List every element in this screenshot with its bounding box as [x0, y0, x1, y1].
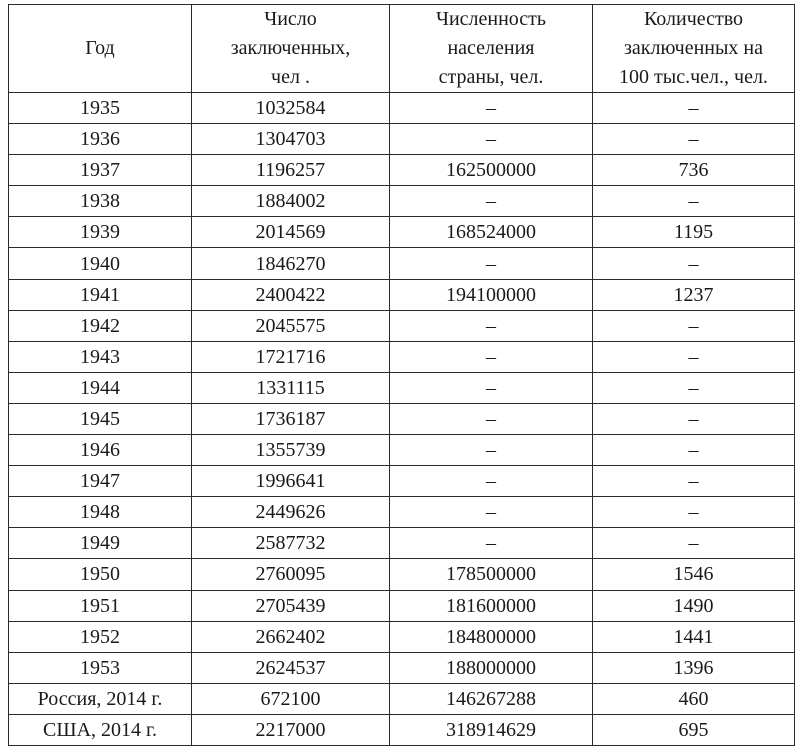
table-row — [9, 466, 795, 497]
cell-population: – — [390, 403, 593, 434]
cell-rate: – — [593, 403, 795, 434]
cell-year: США, 2014 г. — [9, 714, 192, 745]
cell-prisoners: 2624537 — [192, 652, 390, 683]
cell-population: – — [390, 435, 593, 466]
cell-rate: – — [593, 497, 795, 528]
cell-year: 1941 — [9, 279, 192, 310]
table-row — [9, 590, 795, 621]
cell-prisoners: 1996641 — [192, 466, 390, 497]
cell-population: 188000000 — [390, 652, 593, 683]
cell-year: 1946 — [9, 435, 192, 466]
cell-year: 1949 — [9, 528, 192, 559]
cell-year: 1935 — [9, 93, 192, 124]
table-row — [9, 403, 795, 434]
cell-year: 1948 — [9, 497, 192, 528]
cell-rate: 460 — [593, 683, 795, 714]
cell-rate: 1195 — [593, 217, 795, 248]
cell-rate: – — [593, 528, 795, 559]
prisoners-table — [8, 4, 795, 746]
table-row — [9, 279, 795, 310]
cell-population: – — [390, 497, 593, 528]
cell-rate: – — [593, 124, 795, 155]
header-prisoners-line: чел . — [271, 66, 310, 88]
table-row — [9, 186, 795, 217]
cell-prisoners: 1304703 — [192, 124, 390, 155]
cell-prisoners: 672100 — [192, 683, 390, 714]
cell-population: 318914629 — [390, 714, 593, 745]
cell-population: 194100000 — [390, 279, 593, 310]
header-population-line: страны, чел. — [438, 66, 544, 88]
cell-rate: 1546 — [593, 559, 795, 590]
header-year — [9, 5, 192, 93]
cell-rate: 1490 — [593, 590, 795, 621]
table-row — [9, 528, 795, 559]
cell-population: 146267288 — [390, 683, 593, 714]
cell-rate: – — [593, 310, 795, 341]
table-row — [9, 435, 795, 466]
header-rate — [593, 5, 795, 93]
cell-prisoners: 2217000 — [192, 714, 390, 745]
cell-prisoners: 1331115 — [192, 372, 390, 403]
table-row — [9, 497, 795, 528]
cell-rate: 1237 — [593, 279, 795, 310]
cell-year: 1952 — [9, 621, 192, 652]
cell-population: – — [390, 466, 593, 497]
header-population-line: Численность — [435, 8, 547, 30]
cell-population: – — [390, 186, 593, 217]
table-row — [9, 341, 795, 372]
cell-rate: – — [593, 248, 795, 279]
table-row — [9, 248, 795, 279]
table-row — [9, 652, 795, 683]
cell-prisoners: 2014569 — [192, 217, 390, 248]
cell-population: 168524000 — [390, 217, 593, 248]
cell-prisoners: 2449626 — [192, 497, 390, 528]
header-year-line: Год — [85, 37, 115, 59]
cell-year: 1944 — [9, 372, 192, 403]
cell-year: 1939 — [9, 217, 192, 248]
cell-year: 1951 — [9, 590, 192, 621]
cell-rate: – — [593, 93, 795, 124]
cell-prisoners: 1355739 — [192, 435, 390, 466]
header-population — [390, 5, 593, 93]
cell-population: 162500000 — [390, 155, 593, 186]
cell-rate: 1441 — [593, 621, 795, 652]
table-body — [9, 93, 795, 746]
cell-rate: 695 — [593, 714, 795, 745]
header-prisoners — [192, 5, 390, 93]
table-header — [9, 5, 795, 93]
table-row — [9, 93, 795, 124]
cell-year: 1945 — [9, 403, 192, 434]
cell-population: – — [390, 93, 593, 124]
cell-rate: 1396 — [593, 652, 795, 683]
table-row — [9, 217, 795, 248]
cell-prisoners: 1032584 — [192, 93, 390, 124]
cell-rate: – — [593, 466, 795, 497]
cell-prisoners: 1846270 — [192, 248, 390, 279]
cell-prisoners: 2400422 — [192, 279, 390, 310]
table-row — [9, 372, 795, 403]
cell-rate: – — [593, 186, 795, 217]
table-row — [9, 310, 795, 341]
cell-prisoners: 2045575 — [192, 310, 390, 341]
cell-population: – — [390, 528, 593, 559]
cell-population: – — [390, 341, 593, 372]
cell-year: 1943 — [9, 341, 192, 372]
cell-year: 1953 — [9, 652, 192, 683]
cell-prisoners: 1884002 — [192, 186, 390, 217]
header-population-line: населения — [447, 37, 535, 59]
header-prisoners-line: Число — [264, 8, 317, 30]
cell-rate: – — [593, 372, 795, 403]
cell-population: 178500000 — [390, 559, 593, 590]
header-rate-line: Количество — [643, 8, 744, 30]
cell-year: 1936 — [9, 124, 192, 155]
cell-rate: 736 — [593, 155, 795, 186]
table-row — [9, 124, 795, 155]
cell-prisoners: 2705439 — [192, 590, 390, 621]
table-row — [9, 683, 795, 714]
cell-population: – — [390, 310, 593, 341]
cell-prisoners: 2587732 — [192, 528, 390, 559]
cell-year: 1937 — [9, 155, 192, 186]
cell-prisoners: 1721716 — [192, 341, 390, 372]
header-rate-line: 100 тыс.чел., чел. — [619, 66, 768, 88]
cell-population: 184800000 — [390, 621, 593, 652]
table-row — [9, 155, 795, 186]
cell-year: Россия, 2014 г. — [9, 683, 192, 714]
cell-prisoners: 1736187 — [192, 403, 390, 434]
table-row — [9, 559, 795, 590]
cell-year: 1950 — [9, 559, 192, 590]
cell-year: 1940 — [9, 248, 192, 279]
cell-population: 181600000 — [390, 590, 593, 621]
cell-year: 1938 — [9, 186, 192, 217]
header-prisoners-line: заключенных, — [230, 37, 351, 59]
header-row — [9, 5, 795, 93]
cell-rate: – — [593, 435, 795, 466]
header-rate-line: заключенных на — [623, 37, 763, 59]
cell-year: 1942 — [9, 310, 192, 341]
cell-prisoners: 2760095 — [192, 559, 390, 590]
cell-prisoners: 2662402 — [192, 621, 390, 652]
cell-year: 1947 — [9, 466, 192, 497]
cell-population: – — [390, 124, 593, 155]
table-row — [9, 714, 795, 745]
cell-population: – — [390, 248, 593, 279]
table-row — [9, 621, 795, 652]
cell-prisoners: 1196257 — [192, 155, 390, 186]
cell-population: – — [390, 372, 593, 403]
cell-rate: – — [593, 341, 795, 372]
